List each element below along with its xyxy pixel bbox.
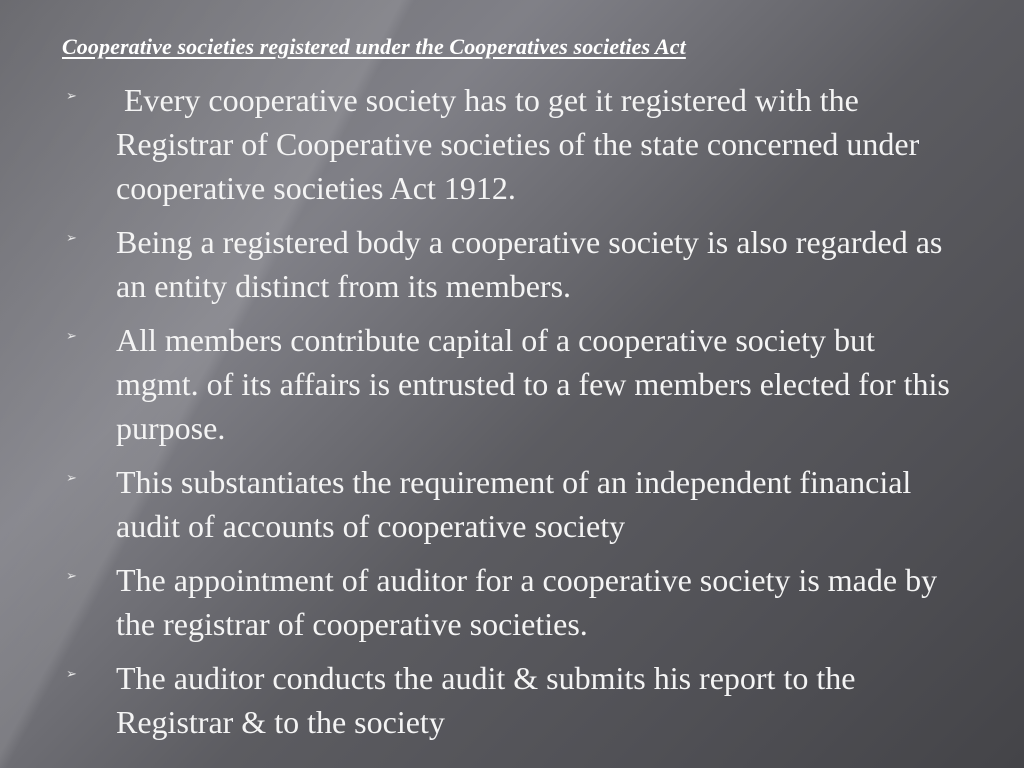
arrow-bullet-icon: ➢: [66, 231, 77, 246]
bullet-text: The appointment of auditor for a cooperative society is made by the registrar of cooperative societies.: [116, 562, 938, 642]
bullet-text: The auditor conducts the audit & submits his report to the Registrar & to the society: [116, 660, 856, 740]
arrow-bullet-icon: ➢: [66, 329, 77, 344]
slide-title: Cooperative societies registered under the Cooperatives societies Act: [62, 34, 686, 59]
bullet-item: [66, 558, 956, 646]
bullet-item: [66, 460, 956, 548]
arrow-bullet-icon: ➢: [66, 89, 77, 104]
bullet-text: Being a registered body a cooperative society is also regarded as an entity distinct from its members.: [116, 224, 943, 304]
bullet-text: Every cooperative society has to get it registered with the Registrar of Cooperative societies of the state concerned under cooperative societies Act 1912.: [116, 82, 920, 206]
bullet-text: This substantiates the requirement of an independent financial audit of accounts of cooperative society: [116, 464, 912, 544]
arrow-bullet-icon: ➢: [66, 471, 77, 486]
arrow-bullet-icon: ➢: [66, 667, 77, 682]
bullet-text: All members contribute capital of a cooperative society but mgmt. of its affairs is entrusted to a few members elected for this purpose.: [116, 322, 950, 446]
bullet-list: [66, 78, 956, 754]
bullet-item: [66, 220, 956, 308]
bullet-item: [66, 318, 956, 450]
arrow-bullet-icon: ➢: [66, 569, 77, 584]
bullet-item: [66, 78, 956, 210]
bullet-item: [66, 656, 956, 744]
